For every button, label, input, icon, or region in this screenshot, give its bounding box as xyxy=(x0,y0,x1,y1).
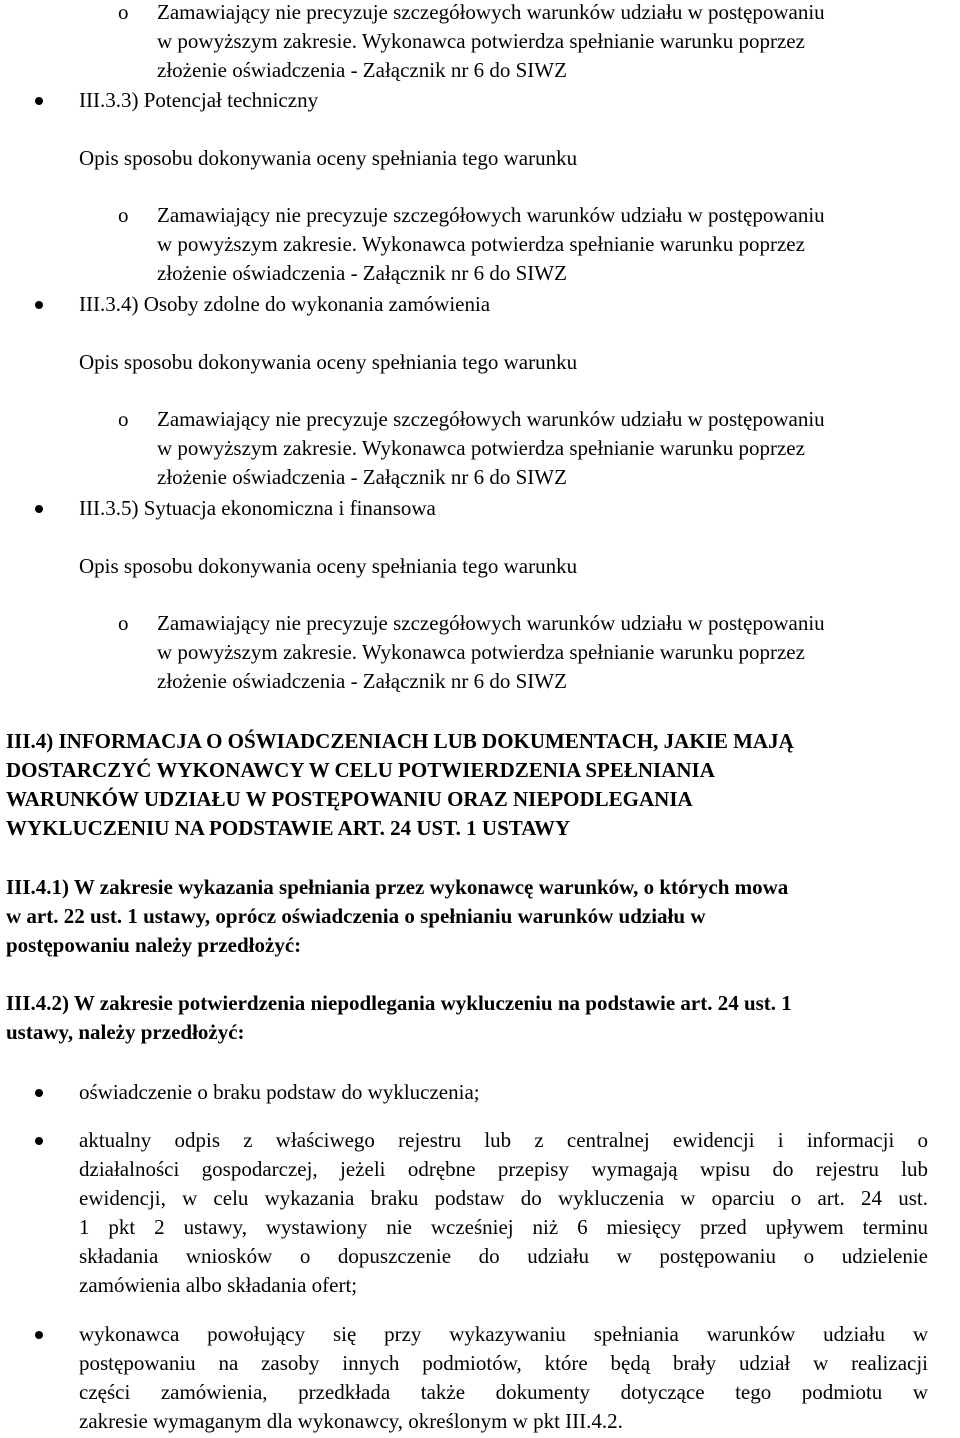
list-item xyxy=(79,1320,928,1436)
heading-line: WARUNKÓW UDZIAŁU W POSTĘPOWANIU ORAZ NIEPODLEGANIA xyxy=(6,787,693,811)
requirement-description xyxy=(118,405,960,492)
description-line: złożenie oświadczenia - Załącznik nr 6 do SIWZ xyxy=(157,261,567,285)
heading-line: ustawy, należy przedłożyć: xyxy=(6,1020,245,1044)
requirement-description xyxy=(118,201,960,288)
description-line: Zamawiający nie precyzuje szczegółowych warunków udziału w postępowaniu xyxy=(157,0,825,24)
bullet-dot-icon xyxy=(35,1089,43,1097)
description-line: złożenie oświadczenia - Załącznik nr 6 do SIWZ xyxy=(157,669,567,693)
list-item-line: ewidencji, w celu wykazania braku podstaw do wykluczenia w oparciu o art. 24 ust. xyxy=(79,1186,928,1210)
list-item-line: 1 pkt 2 ustawy, wystawiony nie wcześniej niż 6 miesięcy przed upływem terminu xyxy=(79,1215,928,1239)
subsection-heading-III-4-1 xyxy=(6,873,956,960)
list-item-line: zakresie wymaganym dla wykonawcy, określonym w pkt III.4.2. xyxy=(79,1409,623,1433)
list-marker: o xyxy=(118,407,129,431)
list-marker: o xyxy=(118,611,129,635)
subsection-heading-III-4-2 xyxy=(6,989,956,1047)
description-line: w powyższym zakresie. Wykonawca potwierdza spełnianie warunku poprzez xyxy=(157,29,805,53)
list-item-line: składania wniosków o dopuszczenie do udziału w postępowaniu o udzielenie xyxy=(79,1244,928,1268)
heading-line: w art. 22 ust. 1 ustawy, oprócz oświadczenia o spełnianiu warunków udziału w xyxy=(6,904,706,928)
description-line: w powyższym zakresie. Wykonawca potwierdza spełnianie warunku poprzez xyxy=(157,640,805,664)
bullet-dot-icon xyxy=(35,1331,43,1339)
heading-line: postępowaniu należy przedłożyć: xyxy=(6,933,302,957)
method-heading: Opis sposobu dokonywania oceny spełniania tego warunku xyxy=(79,350,578,374)
heading-line: DOSTARCZYĆ WYKONAWCY W CELU POTWIERDZENIA SPEŁNIANIA xyxy=(6,758,715,782)
description-line: w powyższym zakresie. Wykonawca potwierdza spełnianie warunku poprzez xyxy=(157,436,805,460)
bullet-dot-icon xyxy=(35,1137,43,1145)
list-item-line: działalności gospodarczej, jeżeli odrębne przepisy wymagają wpisu do rejestru lub xyxy=(79,1157,928,1181)
requirement-description xyxy=(118,609,960,696)
description-line: Zamawiający nie precyzuje szczegółowych warunków udziału w postępowaniu xyxy=(157,611,825,635)
description-line: Zamawiający nie precyzuje szczegółowych warunków udziału w postępowaniu xyxy=(157,203,825,227)
list-item-line: oświadczenie o braku podstaw do wykluczenia; xyxy=(79,1080,480,1104)
description-line: w powyższym zakresie. Wykonawca potwierdza spełnianie warunku poprzez xyxy=(157,232,805,256)
list-marker: o xyxy=(118,0,129,24)
bullet-dot-icon xyxy=(35,505,43,513)
condition-title: III.3.4) Osoby zdolne do wykonania zamówienia xyxy=(79,290,959,319)
condition-title: III.3.5) Sytuacja ekonomiczna i finansowa xyxy=(79,494,959,523)
list-item-line: wykonawca powołujący się przy wykazywaniu spełniania warunków udziału w xyxy=(79,1322,928,1346)
list-item xyxy=(79,1126,928,1300)
list-item-line: postępowaniu na zasoby innych podmiotów, które będą brały udział w realizacji xyxy=(79,1351,928,1375)
heading-line: III.4.1) W zakresie wykazania spełniania przez wykonawcę warunków, o których mowa xyxy=(6,875,789,899)
method-heading: Opis sposobu dokonywania oceny spełniania tego warunku xyxy=(79,554,578,578)
list-item-line: aktualny odpis z właściwego rejestru lub z centralnej ewidencji i informacji o xyxy=(79,1128,928,1152)
description-line: złożenie oświadczenia - Załącznik nr 6 do SIWZ xyxy=(157,58,567,82)
list-item-line: części zamówienia, przedkłada także dokumenty dotyczące tego podmiotu w xyxy=(79,1380,928,1404)
requirement-description xyxy=(118,0,960,85)
description-line: złożenie oświadczenia - Załącznik nr 6 do SIWZ xyxy=(157,465,567,489)
heading-line: III.4) INFORMACJA O OŚWIADCZENIACH LUB DOKUMENTACH, JAKIE MAJĄ xyxy=(6,729,794,753)
list-marker: o xyxy=(118,203,129,227)
condition-title: III.3.3) Potencjał techniczny xyxy=(79,86,959,115)
list-item xyxy=(79,1078,928,1107)
method-heading: Opis sposobu dokonywania oceny spełniania tego warunku xyxy=(79,146,578,170)
heading-line: WYKLUCZENIU NA PODSTAWIE ART. 24 UST. 1 USTAWY xyxy=(6,816,571,840)
bullet-dot-icon xyxy=(35,301,43,309)
list-item-line: zamówienia albo składania ofert; xyxy=(79,1273,358,1297)
description-line: Zamawiający nie precyzuje szczegółowych warunków udziału w postępowaniu xyxy=(157,407,825,431)
section-heading-III-4 xyxy=(6,727,956,843)
heading-line: III.4.2) W zakresie potwierdzenia niepodlegania wykluczeniu na podstawie art. 24 ust. 1 xyxy=(6,991,792,1015)
bullet-dot-icon xyxy=(35,97,43,105)
